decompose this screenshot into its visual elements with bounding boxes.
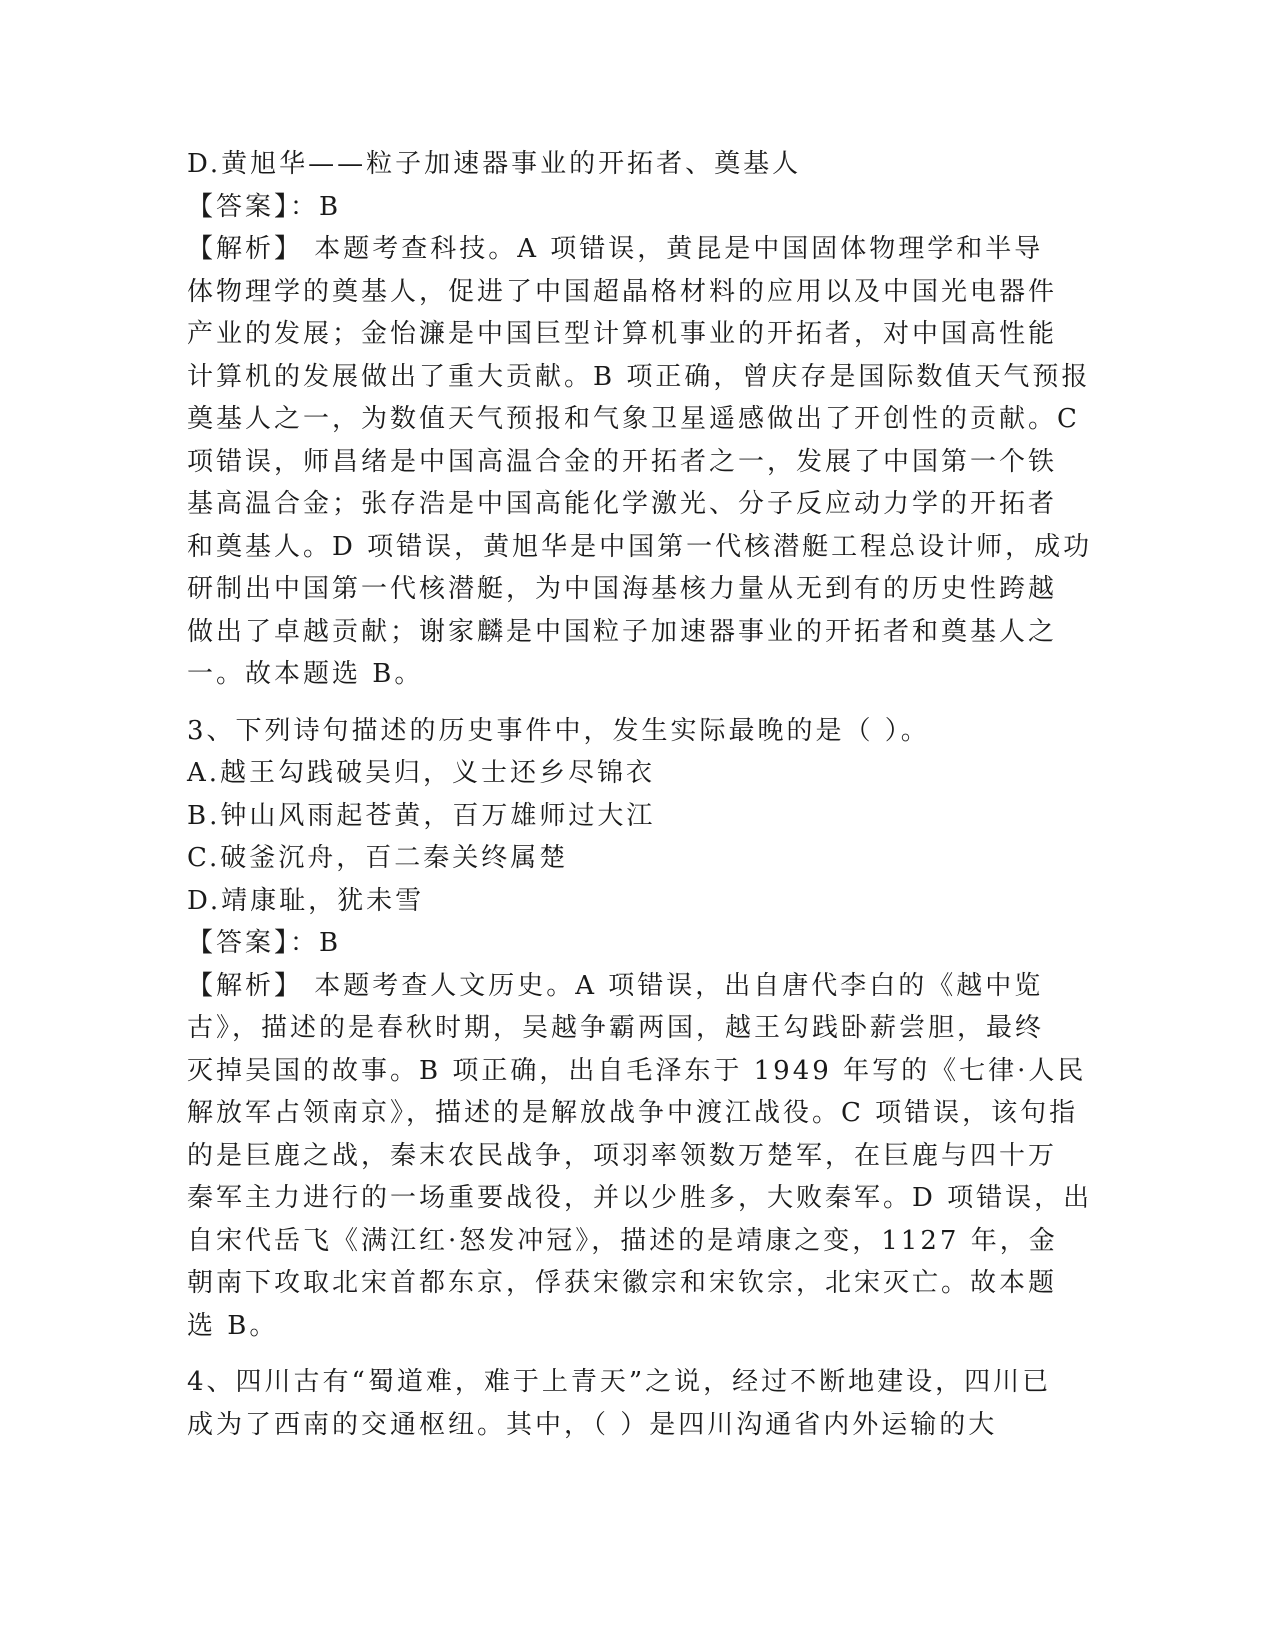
q3-analysis-line: 【解析】 本题考查人文历史。A 项错误，出自唐代李白的《越中览 (187, 970, 1044, 1001)
question-4-block (187, 1361, 1077, 1446)
q4-question-line: 4、四川古有“蜀道难，难于上青天”之说，经过不断地建设，四川已 (187, 1367, 1052, 1397)
question-2-block (187, 143, 1093, 696)
q3-option-d: D.靖康耻，犹未雪 (187, 885, 425, 916)
q3-analysis-line: 自宋代岳飞《满江红·怒发冲冠》，描述的是靖康之变，1127 年，金 (187, 1225, 1058, 1256)
q2-analysis-line: 计算机的发展做出了重大贡献。B 项正确，曾庆存是国际数值天气预报 (187, 361, 1091, 392)
q2-analysis-line: 一。故本题选 B。 (187, 659, 424, 689)
q3-analysis-line: 解放军占领南京》，描述的是解放战争中渡江战役。C 项错误，该句指 (187, 1098, 1079, 1128)
q3-analysis-line: 秦军主力进行的一场重要战役，并以少胜多，大败秦军。D 项错误，出 (187, 1183, 1093, 1213)
document-page (187, 143, 1093, 1446)
q2-option-d: D.黄旭华——粒子加速器事业的开拓者、奠基人 (187, 149, 802, 179)
q2-analysis-line: 和奠基人。D 项错误，黄旭华是中国第一代核潜艇工程总设计师，成功 (187, 531, 1093, 562)
q3-option-a: A.越王勾践破吴归，义士还乡尽锦衣 (187, 758, 656, 788)
q2-analysis-line: 【解析】 本题考查科技。A 项错误，黄昆是中国固体物理学和半导 (187, 234, 1044, 264)
q2-analysis-line: 体物理学的奠基人，促进了中国超晶格材料的应用以及中国光电器件 (187, 276, 1058, 307)
q2-analysis-line: 基高温合金；张存浩是中国高能化学激光、分子反应动力学的开拓者 (187, 489, 1058, 519)
q2-analysis-line: 项错误，师昌绪是中国高温合金的开拓者之一，发展了中国第一个铁 (187, 446, 1058, 477)
q2-analysis-line: 产业的发展；金怡濂是中国巨型计算机事业的开拓者，对中国高性能 (187, 319, 1058, 349)
q3-question: 3、下列诗句描述的历史事件中，发生实际最晚的是（ ）。 (187, 715, 930, 746)
q3-analysis-line: 古》，描述的是春秋时期，吴越争霸两国，越王勾践卧薪尝胆，最终 (187, 1013, 1045, 1043)
q3-option-b: B.钟山风雨起苍黄，百万雄师过大江 (187, 800, 656, 831)
q2-analysis-line: 研制出中国第一代核潜艇，为中国海基核力量从无到有的历史性跨越 (187, 574, 1058, 604)
q2-answer: 【答案】：B (187, 191, 342, 222)
q4-question-line: 成为了西南的交通枢纽。其中，（ ）是四川沟通省内外运输的大 (187, 1409, 998, 1440)
section-spacer (187, 696, 1077, 710)
q3-answer: 【答案】：B (187, 928, 342, 958)
q3-analysis-line: 朝南下攻取北宋首都东京，俘获宋徽宗和宋钦宗，北宋灭亡。故本题 (187, 1268, 1058, 1298)
question-3-block (187, 710, 1093, 1348)
section-spacer (187, 1347, 1077, 1361)
q3-analysis-line: 选 B。 (187, 1310, 279, 1341)
q3-analysis-line: 的是巨鹿之战，秦末农民战争，项羽率领数万楚军，在巨鹿与四十万 (187, 1140, 1058, 1171)
q3-analysis (187, 965, 1093, 1348)
q2-analysis (187, 228, 1093, 696)
q2-analysis-line: 做出了卓越贡献；谢家麟是中国粒子加速器事业的开拓者和奠基人之 (187, 616, 1058, 647)
q2-analysis-line: 奠基人之一，为数值天气预报和气象卫星遥感做出了开创性的贡献。C (187, 404, 1080, 434)
q3-analysis-line: 灭掉吴国的故事。B 项正确，出自毛泽东于 1949 年写的《七律·人民 (187, 1055, 1087, 1086)
q3-option-c: C.破釜沉舟，百二秦关终属楚 (187, 843, 569, 873)
